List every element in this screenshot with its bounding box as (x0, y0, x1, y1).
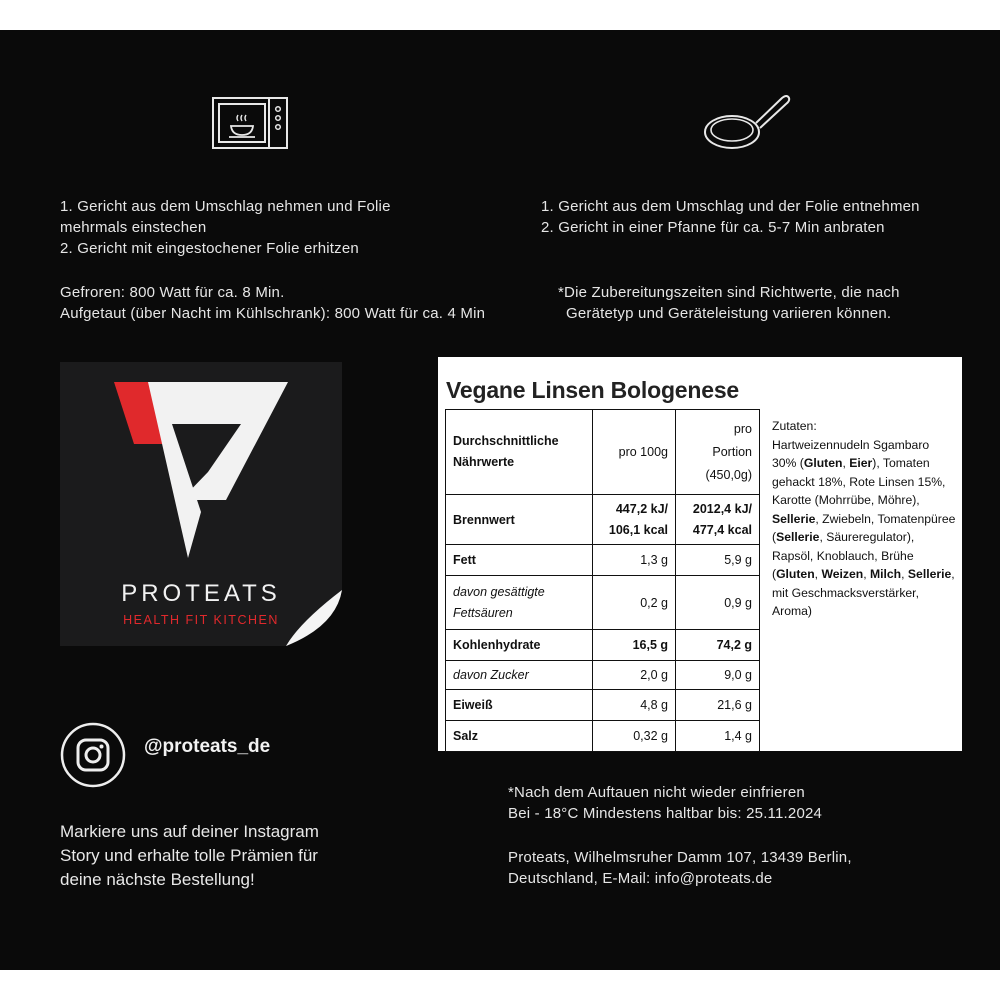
row-portion: 74,2 g (676, 630, 760, 661)
frying-pan-icon (702, 92, 792, 152)
allergen: Gluten (803, 456, 843, 470)
table-row (446, 721, 760, 752)
header-portion-line1: pro (733, 421, 752, 436)
logo-tagline: HEALTH FIT KITCHEN (123, 613, 279, 627)
nutrition-label (438, 357, 962, 751)
row-per100: 0,2 g (593, 576, 676, 630)
pan-note-line1: *Die Zubereitungszeiten sind Richtwerte, die nach (558, 284, 900, 301)
microwave-frozen: Gefroren: 800 Watt für ca. 8 Min. (60, 284, 285, 301)
product-label-panel (0, 30, 1000, 970)
ingredients-list (772, 417, 956, 621)
header-portion-line2: Portion (712, 444, 752, 459)
allergen: Gluten (776, 567, 815, 581)
allergen: Eier (849, 456, 873, 470)
promo-line1: Markiere uns auf deiner Instagram (60, 822, 319, 841)
promo-line2: Story und erhalte tolle Prämien für (60, 846, 318, 865)
address-line1: Proteats, Wilhelmsruher Damm 107, 13439 Berlin, (508, 849, 852, 866)
ingredients-text: , (814, 567, 822, 581)
allergen: Weizen (821, 567, 864, 581)
row-portion: 1,4 g (676, 721, 760, 752)
ingredients-heading: Zutaten: (772, 419, 817, 433)
row-per100: 1,3 g (593, 545, 676, 576)
energy-per100-kcal: 106,1 kcal (608, 522, 668, 537)
allergen: Sellerie (907, 567, 952, 581)
microwave-step1-line2: mehrmals einstechen (60, 219, 207, 236)
nutrition-title: Vegane Linsen Bologenese (446, 377, 740, 403)
table-row (446, 495, 760, 545)
header-portion-line3: (450,0g) (705, 467, 752, 482)
header-label-line2: Nährwerte (453, 455, 515, 469)
table-row (446, 576, 760, 630)
logo-brand-name: PROTEATS (121, 580, 281, 607)
allergen: Sellerie (776, 530, 820, 544)
table-row (446, 690, 760, 721)
microwave-thawed: Aufgetaut (über Nacht im Kühlschrank): 800 Watt für ca. 4 Min (60, 305, 486, 322)
ingredients-text: , mit Geschmacksverstärker, Aroma) (772, 567, 955, 618)
row-label: Fett (446, 545, 593, 576)
header-per100: pro 100g (593, 410, 676, 495)
address-line2: Deutschland, E-Mail: info@proteats.de (508, 870, 773, 887)
instagram-handle[interactable]: @proteats_de (144, 736, 271, 757)
ingredients-text: ), Tomaten gehackt 18%, Rote Linsen 15%, Karotte (Mohrrübe, Möhre), (772, 456, 946, 507)
instagram-icon[interactable] (60, 722, 126, 788)
energy-per100-kj: 447,2 kJ/ (615, 501, 668, 516)
row-label: Eiweiß (446, 690, 593, 721)
energy-portion-kcal: 477,4 kcal (692, 522, 752, 537)
row-label-line2: Fettsäuren (453, 605, 513, 620)
row-per100: 16,5 g (593, 630, 676, 661)
pan-step1: 1. Gericht aus dem Umschlag und der Folie entnehmen (541, 198, 920, 215)
sticker-peel-corner (278, 582, 342, 646)
proteats-logo-sticker (60, 362, 342, 646)
nutrition-header-row (446, 410, 760, 495)
microwave-step1-line1: 1. Gericht aus dem Umschlag nehmen und Folie (60, 198, 391, 215)
nutrition-table (445, 409, 760, 752)
row-label-line1: davon gesättigte (453, 584, 545, 599)
allergen: Sellerie (772, 511, 816, 526)
row-per100: 2,0 g (593, 661, 676, 690)
row-label: Salz (446, 721, 593, 752)
row-per100: 0,32 g (593, 721, 676, 752)
ingredients-text: , Zwiebeln, Tomatenpüree ( (772, 511, 956, 544)
header-label-line1: Durchschnittliche (453, 434, 559, 448)
ingredients-text: , Säureregulator), Rapsöl, Knoblauch, Brühe ( (772, 530, 915, 581)
pan-note-line2: Gerätetyp und Geräteleistung variieren können. (566, 305, 892, 322)
best-before: Bei - 18°C Mindestens haltbar bis: 25.11.2024 (508, 805, 823, 822)
table-row (446, 545, 760, 576)
row-portion: 5,9 g (676, 545, 760, 576)
ingredients-text: , (842, 456, 850, 470)
row-portion: 0,9 g (676, 576, 760, 630)
promo-line3: deine nächste Bestellung! (60, 870, 255, 889)
proteats-logo-mark (60, 362, 342, 582)
freeze-note: *Nach dem Auftauen nicht wieder einfrieren (508, 784, 805, 801)
table-row (446, 630, 760, 661)
ingredients-text: Hartweizennudeln Sgambaro 30% ( (772, 437, 930, 470)
table-row (446, 661, 760, 690)
row-portion: 21,6 g (676, 690, 760, 721)
ingredients-text: , (901, 567, 908, 581)
row-label: davon Zucker (446, 661, 593, 690)
ingredients-text: , (863, 567, 870, 581)
row-label: Brennwert (446, 495, 593, 545)
row-portion: 9,0 g (676, 661, 760, 690)
microwave-step2: 2. Gericht mit eingestochener Folie erhitzen (60, 240, 359, 257)
instagram-promo (60, 820, 319, 892)
allergen: Milch (869, 567, 902, 581)
row-label: Kohlenhydrate (446, 630, 593, 661)
microwave-icon (211, 96, 289, 150)
pan-step2: 2. Gericht in einer Pfanne für ca. 5-7 Min anbraten (541, 219, 885, 236)
energy-portion-kj: 2012,4 kJ/ (692, 501, 752, 516)
row-per100: 4,8 g (593, 690, 676, 721)
